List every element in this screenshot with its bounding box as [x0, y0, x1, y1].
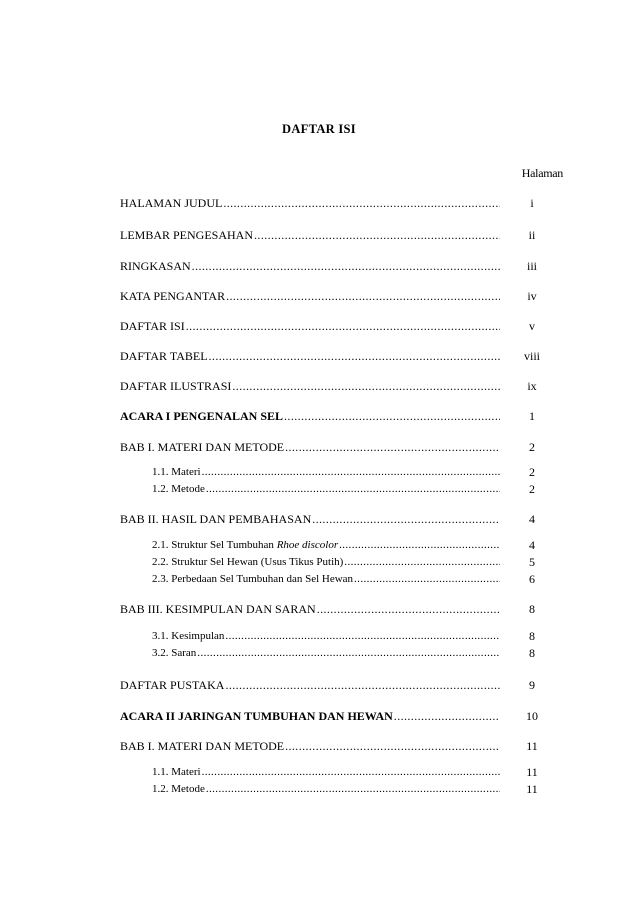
toc-page-number: 2 — [529, 482, 535, 496]
toc-subentry-metode: 1.2. Metode ..... — [152, 780, 500, 798]
toc-entry-daftar-tabel: DAFTAR TABEL ..... — [120, 347, 500, 365]
toc-page-number: iv — [527, 289, 537, 303]
toc-page-number: i — [530, 196, 534, 210]
toc-page-number: v — [529, 319, 535, 333]
toc-page-number: 11 — [526, 765, 538, 779]
toc-page-number: 6 — [529, 572, 535, 586]
toc-subentry-struktur-sel-tumbuhan: 2.1. Struktur Sel Tumbuhan Rhoe discolor ..... — [152, 536, 500, 554]
toc-page-number: 1 — [529, 409, 535, 423]
toc-entry-halaman-judul: HALAMAN JUDUL ..... — [120, 194, 500, 212]
toc-page-number: ix — [527, 379, 537, 393]
toc-page-number: 8 — [529, 629, 535, 643]
toc-page-number: 2 — [529, 440, 535, 454]
toc-page-number: 2 — [529, 465, 535, 479]
toc-entry-ringkasan: RINGKASAN ..... — [120, 257, 500, 275]
toc-subentry-materi: 1.1. Materi ..... — [152, 463, 500, 481]
toc-page-number: 4 — [529, 538, 535, 552]
toc-page-number: ii — [528, 228, 536, 242]
toc-entry-daftar-pustaka: DAFTAR PUSTAKA ..... — [120, 676, 500, 694]
toc-subentry-perbedaan-sel: 2.3. Perbedaan Sel Tumbuhan dan Sel Hewan ..... — [152, 570, 500, 588]
document-title: DAFTAR ISI — [282, 122, 356, 136]
toc-entry-daftar-ilustrasi: DAFTAR ILUSTRASI ..... — [120, 377, 500, 395]
toc-subentry-metode: 1.2. Metode ..... — [152, 480, 500, 498]
toc-entry-daftar-isi: DAFTAR ISI ..... — [120, 317, 500, 335]
toc-entry-lembar-pengesahan: LEMBAR PENGESAHAN ..... — [120, 226, 500, 244]
toc-page-number: 5 — [529, 555, 535, 569]
toc-subentry-materi: 1.1. Materi ..... — [152, 763, 500, 781]
toc-page-number: 8 — [529, 602, 535, 616]
toc-page-number: 11 — [526, 782, 538, 796]
toc-subentry-saran: 3.2. Saran ..... — [152, 644, 500, 662]
toc-entry-bab-1: BAB I. MATERI DAN METODE ..... — [120, 737, 500, 755]
toc-page-number: 11 — [526, 739, 538, 753]
toc-entry-bab-2: BAB II. HASIL DAN PEMBAHASAN ..... — [120, 510, 500, 528]
toc-page-number: 4 — [529, 512, 535, 526]
toc-entry-acara-1: ACARA I PENGENALAN SEL ..... — [120, 407, 500, 425]
toc-entry-acara-2: ACARA II JARINGAN TUMBUHAN DAN HEWAN ..... — [120, 707, 500, 725]
toc-page-number: 9 — [529, 678, 535, 692]
toc-page-number: 8 — [529, 646, 535, 660]
toc-entry-bab-1: BAB I. MATERI DAN METODE ..... — [120, 438, 500, 456]
toc-entry-kata-pengantar: KATA PENGANTAR ..... — [120, 287, 500, 305]
toc-subentry-struktur-sel-hewan: 2.2. Struktur Sel Hewan (Usus Tikus Putih) ..... — [152, 553, 500, 571]
toc-entry-bab-3: BAB III. KESIMPULAN DAN SARAN ..... — [120, 600, 500, 618]
toc-page-number: viii — [523, 349, 540, 363]
toc-page-number: 10 — [526, 709, 538, 723]
toc-subentry-kesimpulan: 3.1. Kesimpulan ..... — [152, 627, 500, 645]
page-column-header: Halaman — [521, 166, 563, 180]
toc-page-number: iii — [526, 259, 537, 273]
